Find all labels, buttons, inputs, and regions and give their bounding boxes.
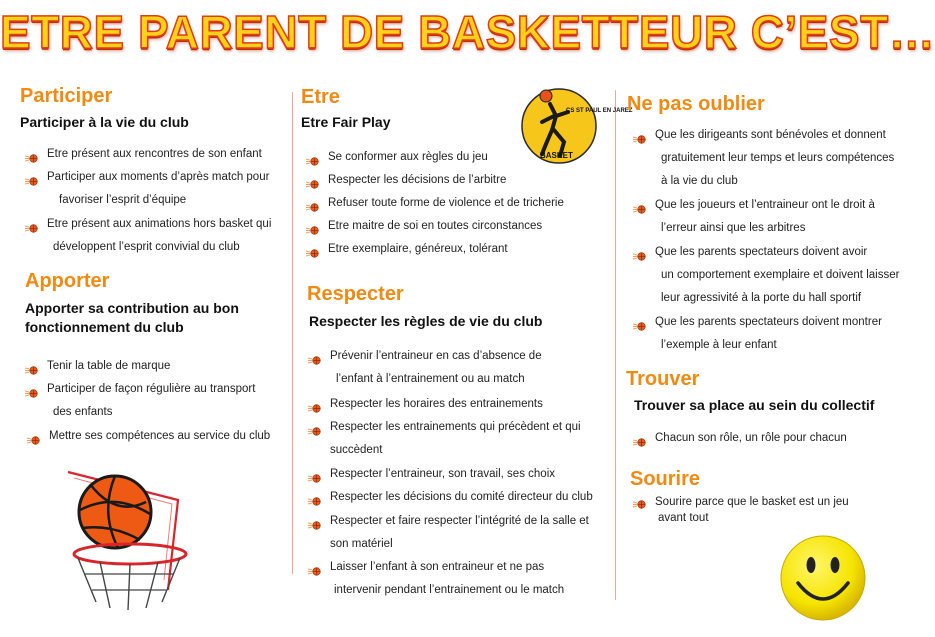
list-item: Etre maitre de soi en toutes circonstances xyxy=(328,215,542,238)
list-item: Prévenir l’entraineur en cas d’absence de l’enfant à l’entrainement ou au match xyxy=(330,345,542,391)
basketball-bullet-icon xyxy=(308,516,321,525)
basketball-bullet-icon xyxy=(25,384,38,393)
list-item: Respecter les décisions de l’arbitre xyxy=(328,169,506,192)
list-item: Etre présent aux animations hors basket qui développent l’esprit convivial du club xyxy=(47,213,271,259)
list-item: Participer de façon régulière au transport des enfants xyxy=(47,378,255,424)
list-item: Mettre ses compétences au service du club xyxy=(49,425,270,448)
basketball-bullet-icon xyxy=(25,219,38,228)
page-title: ETRE PARENT DE BASKETTEUR C’EST… xyxy=(0,6,935,58)
basketball-bullet-icon xyxy=(308,399,321,408)
basketball-bullet-icon xyxy=(633,130,646,139)
list-item: Tenir la table de marque xyxy=(47,355,170,378)
basketball-bullet-icon xyxy=(25,149,38,158)
basketball-bullet-icon xyxy=(308,492,321,501)
list-item: Respecter les horaires des entrainements xyxy=(330,393,543,416)
basketball-bullet-icon xyxy=(25,361,38,370)
basketball-bullet-icon xyxy=(308,351,321,360)
logo-text: CS ST PAUL EN JAREZ xyxy=(566,108,633,114)
list-item: Que les joueurs et l’entraineur ont le droit à l’erreur ainsi que les arbitres xyxy=(655,194,875,240)
column-divider-right xyxy=(615,90,616,600)
list-item: Etre exemplaire, généreux, tolérant xyxy=(328,238,508,261)
section-title-apporter: Apporter xyxy=(25,270,110,292)
basketball-bullet-icon xyxy=(25,172,38,181)
basketball-bullet-icon xyxy=(633,433,646,442)
logo-basket-text: BASKET xyxy=(540,151,573,160)
section-title-respecter: Respecter xyxy=(307,283,404,305)
section-subtitle-participer: Participer à la vie du club xyxy=(20,114,189,130)
list-item: Chacun son rôle, un rôle pour chacun xyxy=(655,427,847,450)
section-subtitle-apporter: Apporter sa contribution au bon fonctionnement du club xyxy=(25,300,239,335)
basketball-bullet-icon xyxy=(306,221,319,230)
section-title-participer: Participer xyxy=(20,85,113,107)
list-item: Participer aux moments d’après match pour favoriser l’esprit d’équipe xyxy=(47,166,269,212)
basketball-bullet-icon xyxy=(633,498,646,507)
list-item: Etre présent aux rencontres de son enfant xyxy=(47,143,262,166)
basketball-bullet-icon xyxy=(306,152,319,161)
list-item: Respecter les entrainements qui précèdent et qui succèdent xyxy=(330,416,581,462)
list-item: Refuser toute forme de violence et de tricherie xyxy=(328,192,564,215)
basketball-bullet-icon xyxy=(306,175,319,184)
basketball-bullet-icon xyxy=(308,469,321,478)
basketball-bullet-icon xyxy=(306,198,319,207)
section-subtitle-trouver: Trouver sa place au sein du collectif xyxy=(634,397,875,413)
basketball-hoop-icon xyxy=(60,462,210,612)
section-title-etre: Etre xyxy=(301,86,340,108)
list-item: Respecter les décisions du comité directeur du club xyxy=(330,486,593,509)
basketball-bullet-icon xyxy=(306,244,319,253)
basketball-bullet-icon xyxy=(633,317,646,326)
list-item: Que les parents spectateurs doivent montrer l’exemple à leur enfant xyxy=(655,311,882,357)
list-item: Que les parents spectateurs doivent avoir un comportement exemplaire et doivent laisser leur agressivité à la porte du hall sportif xyxy=(655,241,899,310)
list-item: Se conformer aux règles du jeu xyxy=(328,146,488,169)
basketball-bullet-icon xyxy=(308,562,321,571)
smiley-icon xyxy=(778,533,868,623)
basketball-bullet-icon xyxy=(308,422,321,431)
list-item: Sourire parce que le basket est un jeu avant tout xyxy=(655,494,849,526)
column-divider-left xyxy=(292,92,293,574)
section-title-sourire: Sourire xyxy=(630,468,701,490)
basketball-bullet-icon xyxy=(633,247,646,256)
list-item: Que les dirigeants sont bénévoles et donnent gratuitement leur temps et leurs compétences à la vie du club xyxy=(655,124,894,193)
list-item: Respecter l’entraineur, son travail, ses choix xyxy=(330,463,555,486)
list-item: Laisser l’enfant à son entraineur et ne pas intervenir pendant l’entrainement ou le match xyxy=(330,556,564,602)
section-subtitle-respecter: Respecter les règles de vie du club xyxy=(309,313,543,329)
basketball-bullet-icon xyxy=(27,431,40,440)
section-subtitle-etre: Etre Fair Play xyxy=(301,114,391,130)
list-item: Respecter et faire respecter l’intégrité de la salle et son matériel xyxy=(330,510,589,556)
section-title-trouver: Trouver xyxy=(626,368,700,390)
club-logo xyxy=(520,86,633,166)
basketball-bullet-icon xyxy=(633,200,646,209)
section-title-ne-pas-oublier: Ne pas oublier xyxy=(627,93,765,115)
